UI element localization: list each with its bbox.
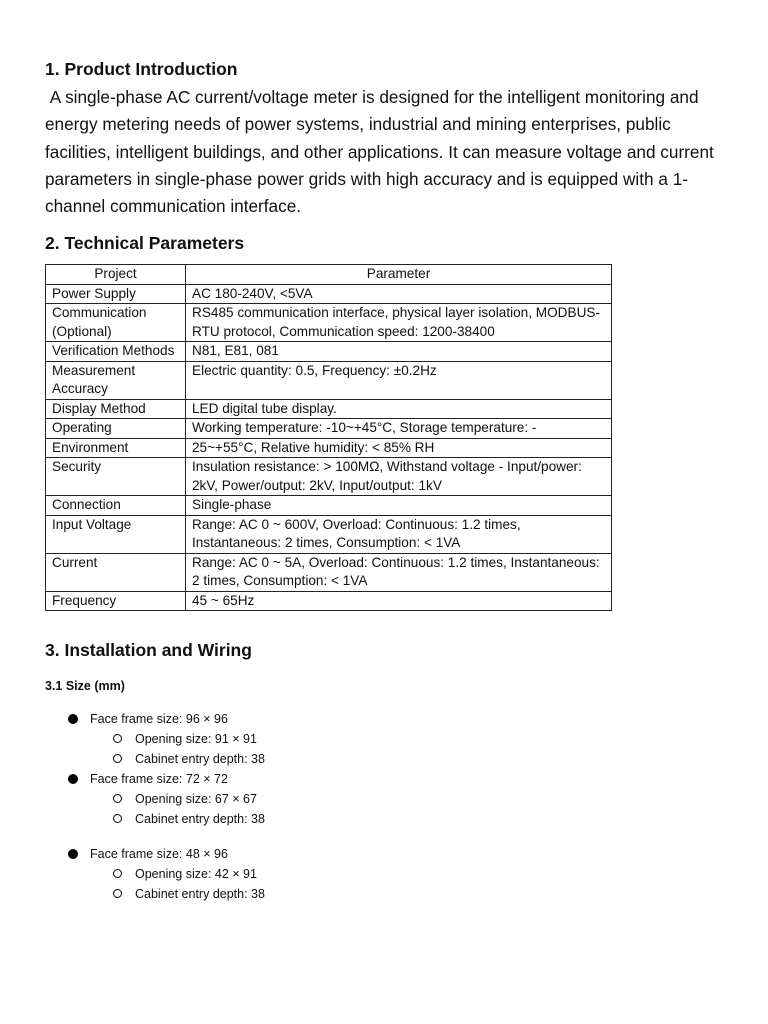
row-value: LED digital tube display. [186,399,612,419]
table-row [46,515,612,553]
row-label: Input Voltage [46,515,186,553]
product-introduction-text: A single-phase AC current/voltage meter is designed for the intelligent monitoring and energy metering needs of power systems, industrial and mining enterprises, public facilities, intelligent buildings, and other applications. It can measure voltage and current parameters in single-phase power grids with high accuracy and is equipped with a 1-channel communication interface. [45,87,719,217]
face-frame-size: Face frame size: 72 × 72 [90,772,228,787]
row-value: 25~+55°C, Relative humidity: < 85% RH [186,438,612,458]
sub-list-item [90,729,725,749]
face-frame-size: Face frame size: 48 × 96 [90,847,228,862]
column-header-project: Project [46,265,186,285]
sub-list [90,729,725,769]
subsection-heading-size: 3.1 Size (mm) [45,679,125,694]
row-label: Power Supply [46,284,186,304]
list-item [45,844,725,904]
row-label: Environment [46,438,186,458]
opening-size: Opening size: 91 × 91 [135,732,257,747]
row-value: AC 180-240V, <5VA [186,284,612,304]
row-label: Operating [46,419,186,439]
sub-list [90,864,725,904]
document-page [45,58,725,904]
section-heading-technical-parameters: 2. Technical Parameters [45,233,245,254]
row-label: Security [46,458,186,496]
face-frame-size: Face frame size: 96 × 96 [90,712,228,727]
hollow-bullet-icon [113,869,122,878]
row-value: Single-phase [186,496,612,516]
hollow-bullet-icon [113,754,122,763]
opening-size: Opening size: 42 × 91 [135,867,257,882]
sub-list [90,789,725,829]
list-item [45,709,725,769]
table-row [46,553,612,591]
row-value: RS485 communication interface, physical layer isolation, MODBUS-RTU protocol, Communication speed: 1200-38400 [186,304,612,342]
cabinet-entry-depth: Cabinet entry depth: 38 [135,812,265,827]
table-header-row [46,265,612,285]
hollow-bullet-icon [113,814,122,823]
section-heading-product-introduction: 1. Product Introduction [45,59,238,79]
size-list [45,709,725,904]
table-row [46,284,612,304]
filled-bullet-icon [68,774,78,784]
section-heading-installation-and-wiring: 3. Installation and Wiring [45,640,252,661]
cabinet-entry-depth: Cabinet entry depth: 38 [135,887,265,902]
column-header-parameter: Parameter [186,265,612,285]
row-value: Working temperature: -10~+45°C, Storage temperature: - [186,419,612,439]
sub-list-item [90,809,725,829]
filled-bullet-icon [68,714,78,724]
row-value: Electric quantity: 0.5, Frequency: ±0.2Hz [186,361,612,399]
row-label: Verification Methods [46,342,186,362]
hollow-bullet-icon [113,889,122,898]
sub-list-item [90,864,725,884]
row-label: Communication (Optional) [46,304,186,342]
table-row [46,458,612,496]
sub-list-item [90,789,725,809]
table-row [46,399,612,419]
table-row [46,496,612,516]
table-row [46,438,612,458]
row-value: Range: AC 0 ~ 5A, Overload: Continuous: 1.2 times, Instantaneous: 2 times, Consumption: < 1VA [186,553,612,591]
row-value: Insulation resistance: > 100MΩ, Withstand voltage - Input/power: 2kV, Power/output: 2kV, Input/output: 1kV [186,458,612,496]
list-item [45,769,725,829]
row-label: Measurement Accuracy [46,361,186,399]
table-row [46,361,612,399]
table-row [46,304,612,342]
opening-size: Opening size: 67 × 67 [135,792,257,807]
table-row [46,419,612,439]
sub-list-item [90,884,725,904]
filled-bullet-icon [68,849,78,859]
row-label: Frequency [46,591,186,611]
row-value: 45 ~ 65Hz [186,591,612,611]
hollow-bullet-icon [113,794,122,803]
table-row [46,342,612,362]
technical-parameters-table [45,264,612,611]
sub-list-item [90,749,725,769]
table-row [46,591,612,611]
hollow-bullet-icon [113,734,122,743]
row-value: Range: AC 0 ~ 600V, Overload: Continuous: 1.2 times, Instantaneous: 2 times, Consumption: < 1VA [186,515,612,553]
cabinet-entry-depth: Cabinet entry depth: 38 [135,752,265,767]
row-value: N81, E81, 081 [186,342,612,362]
row-label: Connection [46,496,186,516]
row-label: Display Method [46,399,186,419]
row-label: Current [46,553,186,591]
